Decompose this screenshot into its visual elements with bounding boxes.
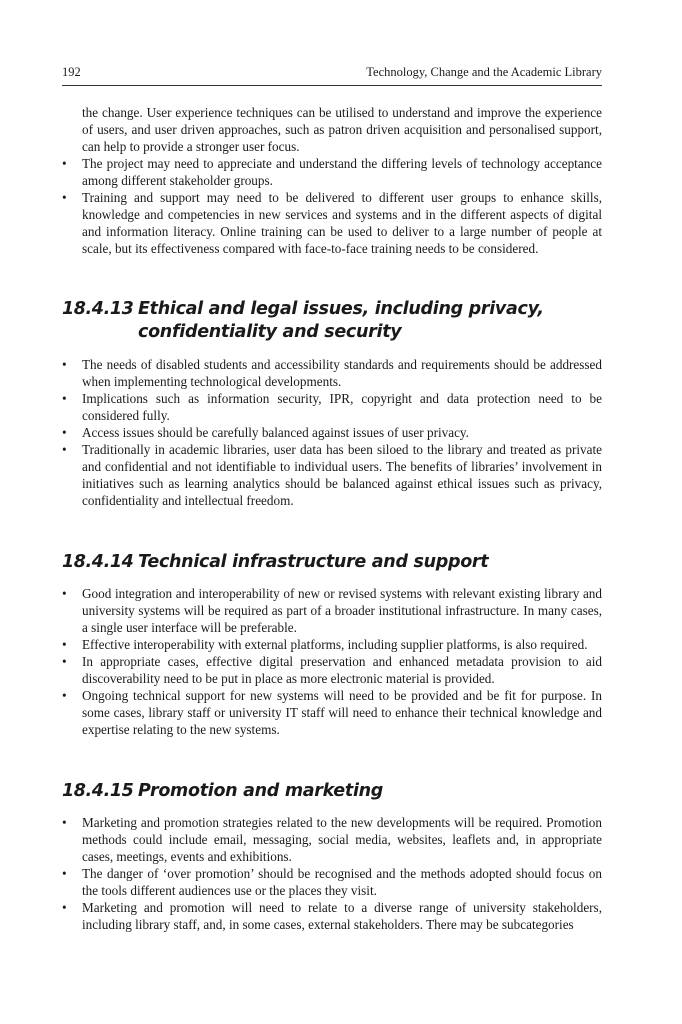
- intro-bullet-list: [62, 155, 602, 257]
- bullet-marker: •: [62, 156, 67, 171]
- list-item-text: The danger of ‘over promotion’ should be recognised and the methods adopted should focus on the tools different audiences use or the places they visit.: [82, 866, 602, 898]
- bullet-marker: •: [62, 425, 67, 440]
- header-rule: [62, 85, 602, 86]
- list-item: [62, 356, 602, 390]
- section-heading-ethical-legal: [62, 298, 602, 344]
- running-header: [62, 64, 602, 80]
- list-item: [62, 687, 602, 738]
- list-item: [62, 865, 602, 899]
- section-number: 18.4.14: [62, 552, 134, 572]
- continuation-paragraph: the change. User experience techniques can be utilised to understand and improve the experience of users, and user driven approaches, such as patron driven acquisition and personalised support, can help to provide a stronger user focus.: [82, 105, 602, 154]
- list-item: [62, 155, 602, 189]
- bullet-marker: •: [62, 586, 67, 601]
- bullet-marker: •: [62, 442, 67, 457]
- section-title: Technical infrastructure and support: [138, 552, 489, 572]
- bullet-marker: •: [62, 190, 67, 205]
- bullet-marker: •: [62, 866, 67, 881]
- list-item-text: Training and support may need to be delivered to different user groups to enhance skills, knowledge and competencies in new services and systems and in the different aspects of digital and information literacy. Online training can be used to deliver to a large number of people at scale, but its effectiveness compared with face-to-face training needs to be considered.: [82, 190, 602, 256]
- list-item-text: Implications such as information security, IPR, copyright and data protection need to be considered fully.: [82, 391, 602, 423]
- bullet-marker: •: [62, 654, 67, 669]
- list-item: [62, 814, 602, 865]
- list-item: [62, 441, 602, 509]
- bullet-marker: •: [62, 688, 67, 703]
- page-body: [62, 104, 602, 933]
- ethical-legal-bullet-list: [62, 356, 602, 509]
- bullet-marker: •: [62, 900, 67, 915]
- list-item: [62, 390, 602, 424]
- section-number: 18.4.15: [62, 781, 134, 801]
- list-item: [62, 653, 602, 687]
- list-item-text: Marketing and promotion strategies related to the new developments will be required. Promotion methods could include email, messaging, social media, websites, leaflets and, in appropriate cases, meetings, events and exhibitions.: [82, 815, 602, 864]
- section-heading-promotion-marketing: [62, 780, 602, 803]
- running-title: Technology, Change and the Academic Library: [366, 65, 602, 79]
- list-item-text: In appropriate cases, effective digital preservation and enhanced metadata provision to aid discoverability need to be put in place as more electronic material is provided.: [82, 654, 602, 686]
- page-number: 192: [62, 65, 81, 79]
- section-number: 18.4.13: [62, 299, 134, 319]
- list-item-text: Marketing and promotion will need to relate to a diverse range of university stakeholders, including library staff, and, in some cases, external stakeholders. There may be subcategories: [82, 900, 602, 932]
- list-item: [62, 585, 602, 636]
- list-item-text: Good integration and interoperability of new or revised systems with relevant existing library and university systems will be required as part of a broader institutional infrastructure. In many cases, a single user interface will be preferable.: [82, 586, 602, 635]
- section-title: Promotion and marketing: [138, 781, 384, 801]
- bullet-marker: •: [62, 815, 67, 830]
- promotion-marketing-bullet-list: [62, 814, 602, 933]
- list-item-text: The project may need to appreciate and understand the differing levels of technology acceptance among different stakeholder groups.: [82, 156, 602, 188]
- list-item-text: Effective interoperability with external platforms, including supplier platforms, is also required.: [82, 637, 588, 652]
- technical-infrastructure-bullet-list: [62, 585, 602, 738]
- list-item: [62, 899, 602, 933]
- list-item-text: The needs of disabled students and accessibility standards and requirements should be addressed when implementing technological developments.: [82, 357, 602, 389]
- list-item-text: Access issues should be carefully balanced against issues of user privacy.: [82, 425, 469, 440]
- bullet-marker: •: [62, 391, 67, 406]
- list-item: [62, 636, 602, 653]
- list-item: [62, 189, 602, 257]
- list-item-text: Traditionally in academic libraries, user data has been siloed to the library and treated as private and confidential and not identifiable to individual users. The benefits of libraries’ involvement in initiatives such as learning analytics should be balanced against ethical issues such as privacy, confidentiality and intellectual freedom.: [82, 442, 602, 508]
- section-title: Ethical and legal issues, including privacy, confidentiality and security: [138, 299, 544, 342]
- section-heading-technical-infrastructure: [62, 551, 602, 574]
- list-item-text: Ongoing technical support for new systems will need to be provided and be fit for purpose. In some cases, library staff or university IT staff will need to enhance their technical knowledge and expertise relating to the new systems.: [82, 688, 602, 737]
- bullet-marker: •: [62, 357, 67, 372]
- bullet-marker: •: [62, 637, 67, 652]
- list-item: [62, 424, 602, 441]
